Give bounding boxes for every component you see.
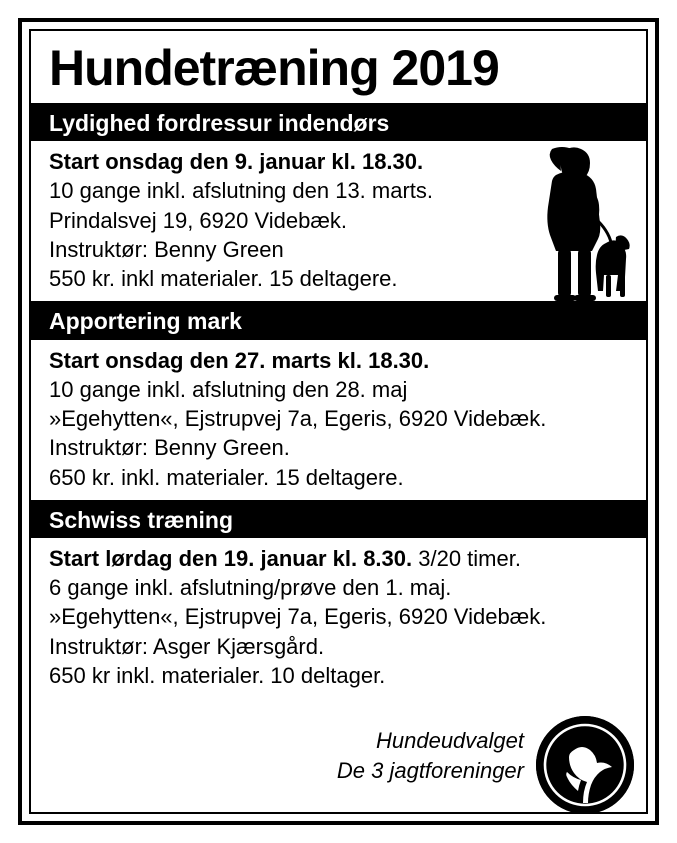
advertisement-inner-frame — [29, 29, 648, 814]
text-line: Start onsdag den 27. marts kl. 18.30. — [49, 347, 430, 373]
section-lydighed — [31, 106, 646, 301]
page-title: Hundetræning 2019 — [49, 40, 499, 96]
signature-text — [337, 726, 524, 785]
text-line: 550 kr. inkl materialer. 15 deltagere. — [49, 266, 398, 292]
text-line: Prindalsvej 19, 6920 Videbæk. — [49, 207, 348, 233]
text-line: Start lørdag den 19. januar kl. 8.30. 3/20 timer. — [49, 545, 521, 571]
text-line: 10 gange inkl. afslutning den 28. maj — [49, 376, 408, 402]
section-body — [31, 141, 646, 301]
advertisement — [18, 18, 659, 825]
text-line: Instruktør: Benny Green — [49, 236, 284, 262]
section-heading: Schwiss træning — [31, 503, 646, 538]
bird-logo-icon — [536, 716, 634, 814]
section-heading: Lydighed fordressur indendørs — [31, 106, 646, 141]
text-line: »Egehytten«, Ejstrupvej 7a, Egeris, 6920 Videbæk. — [49, 406, 547, 432]
section-body — [31, 538, 646, 698]
text-line: Instruktør: Benny Green. — [49, 435, 290, 461]
text-line: 650 kr inkl. materialer. 10 deltager. — [49, 662, 386, 688]
text-line: 6 gange inkl. afslutning/prøve den 1. maj. — [49, 575, 452, 601]
text-line: Instruktør: Asger Kjærsgård. — [49, 633, 325, 659]
section-apportering — [31, 304, 646, 499]
signature-line-2: De 3 jagtforeninger — [336, 757, 524, 783]
text-line: »Egehytten«, Ejstrupvej 7a, Egeris, 6920 Videbæk. — [49, 604, 547, 630]
section-body — [31, 340, 646, 500]
section-heading: Apportering mark — [31, 304, 646, 339]
dog-walker-icon — [520, 145, 630, 305]
text-line: 650 kr. inkl. materialer. 15 deltagere. — [49, 464, 404, 490]
section-schwiss — [31, 503, 646, 698]
text-line: 10 gange inkl. afslutning den 13. marts. — [49, 178, 434, 204]
signature-block — [31, 698, 646, 812]
signature-line-1: Hundeudvalget — [375, 728, 524, 754]
text-line: Start onsdag den 9. januar kl. 18.30. — [49, 149, 424, 175]
